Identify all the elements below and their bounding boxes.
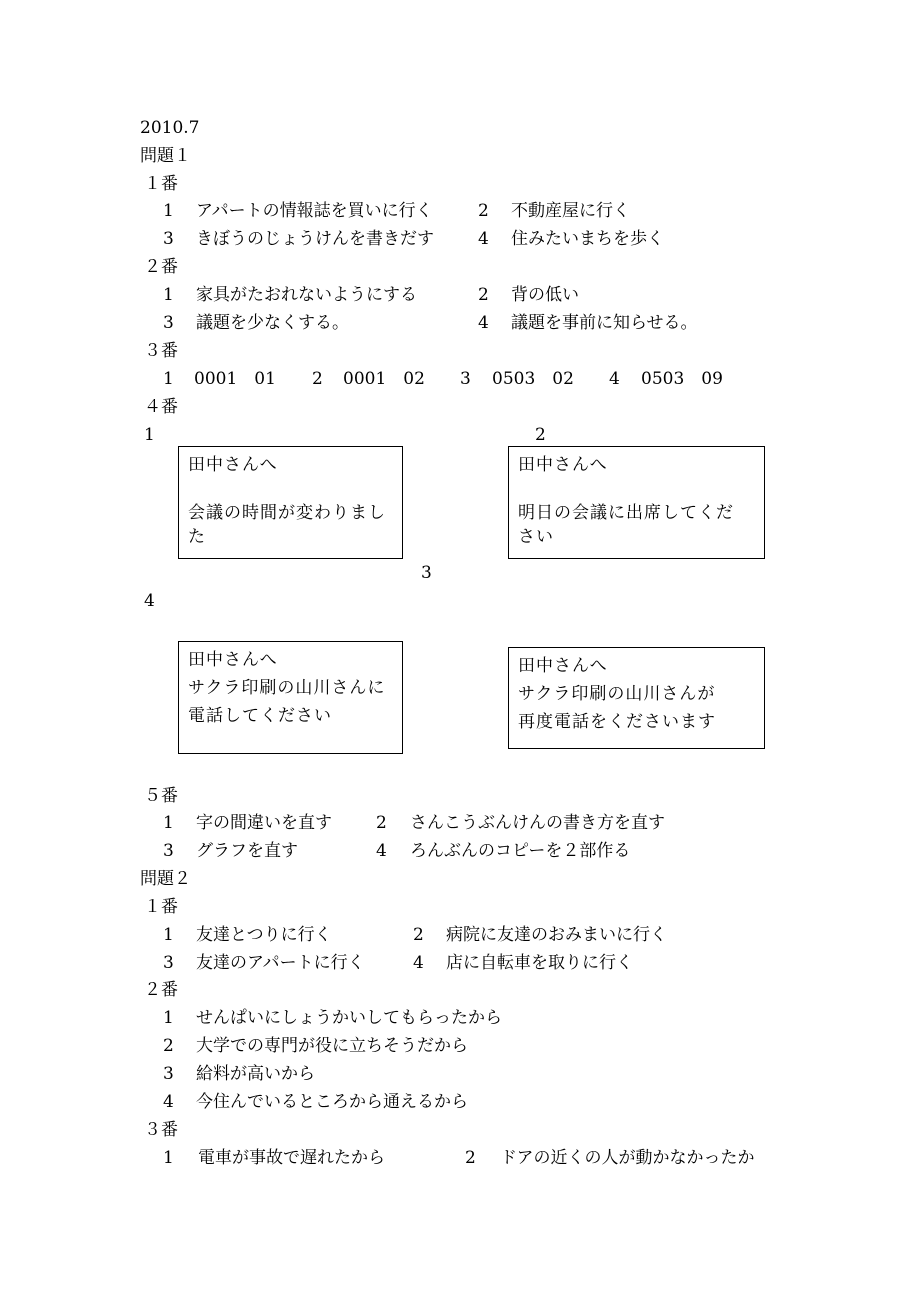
question-label: ２番 bbox=[144, 980, 178, 1000]
memo-line: さい bbox=[518, 527, 554, 547]
option-text: 住みたいまちを歩く bbox=[511, 229, 664, 249]
memo-line: 田中さんへ bbox=[188, 650, 278, 670]
option-number: 3 bbox=[163, 1064, 174, 1084]
memo-line: 再度電話をくださいます bbox=[518, 712, 716, 732]
option-text: アパートの情報誌を買いに行く bbox=[196, 201, 433, 221]
memo-line: 田中さんへ bbox=[518, 455, 608, 475]
option-number: 2 bbox=[478, 285, 489, 305]
option-text: 0503 09 bbox=[641, 369, 723, 389]
memo-line: サクラ印刷の山川さんが bbox=[518, 684, 716, 704]
option-number: 2 bbox=[465, 1148, 476, 1168]
question-label: ３番 bbox=[144, 1120, 178, 1140]
option-text: 給料が高いから bbox=[196, 1064, 315, 1084]
option-number: 3 bbox=[163, 229, 174, 249]
question-label: １番 bbox=[144, 174, 178, 194]
option-number: 4 bbox=[609, 369, 620, 389]
memo-card bbox=[508, 446, 765, 559]
memo-line: た bbox=[188, 527, 206, 547]
option-number: 1 bbox=[163, 1148, 174, 1168]
question-label: ４番 bbox=[144, 397, 178, 417]
section-title-mondai2: 問題２ bbox=[140, 869, 191, 889]
option-text: 友達とつりに行く bbox=[196, 925, 332, 945]
option-text: 店に自転車を取りに行く bbox=[446, 953, 633, 973]
option-number: 1 bbox=[163, 201, 174, 221]
option-text: ドアの近くの人が動かなかったか bbox=[500, 1148, 755, 1168]
memo-line: 会議の時間が変わりまし bbox=[188, 503, 386, 523]
option-text: さんこうぶんけんの書き方を直す bbox=[410, 813, 665, 833]
option-text: 大学での専門が役に立ちそうだから bbox=[196, 1036, 468, 1056]
option-number: 1 bbox=[163, 285, 174, 305]
option-text: せんぱいにしょうかいしてもらったから bbox=[196, 1008, 502, 1028]
option-number: 1 bbox=[144, 425, 155, 445]
question-label: １番 bbox=[144, 897, 178, 917]
memo-card bbox=[178, 641, 403, 754]
question-label: ５番 bbox=[144, 786, 178, 806]
option-text: 字の間違いを直す bbox=[196, 813, 332, 833]
option-number: 4 bbox=[376, 841, 387, 861]
option-number: 2 bbox=[413, 925, 424, 945]
option-text: 今住んでいるところから通えるから bbox=[196, 1092, 468, 1112]
option-text: 家具がたおれないようにする bbox=[196, 285, 417, 305]
question-label: ２番 bbox=[144, 257, 178, 277]
option-number: 1 bbox=[163, 369, 174, 389]
memo-card bbox=[178, 446, 403, 559]
memo-line: 明日の会議に出席してくだ bbox=[518, 503, 734, 523]
option-number: 1 bbox=[163, 813, 174, 833]
option-text: 0001 01 bbox=[194, 369, 276, 389]
option-text: 0503 02 bbox=[492, 369, 574, 389]
option-text: きぼうのじょうけんを書きだす bbox=[196, 229, 434, 249]
memo-line: サクラ印刷の山川さんに bbox=[188, 678, 386, 698]
option-number: 3 bbox=[163, 953, 174, 973]
option-number: 3 bbox=[460, 369, 471, 389]
option-number: 2 bbox=[478, 201, 489, 221]
question-label: ３番 bbox=[144, 341, 178, 361]
option-number: 4 bbox=[478, 313, 489, 333]
memo-line: 田中さんへ bbox=[188, 455, 278, 475]
option-number: 4 bbox=[413, 953, 424, 973]
option-text: ろんぶんのコピーを２部作る bbox=[410, 841, 631, 861]
option-number: 3 bbox=[421, 563, 432, 583]
option-text: グラフを直す bbox=[196, 841, 298, 861]
memo-line: 電話してください bbox=[188, 706, 332, 726]
option-number: 4 bbox=[144, 591, 155, 611]
option-number: 2 bbox=[312, 369, 323, 389]
option-text: 病院に友達のおみまいに行く bbox=[446, 925, 667, 945]
memo-card bbox=[508, 647, 765, 749]
option-number: 3 bbox=[163, 313, 174, 333]
option-text: 0001 02 bbox=[343, 369, 425, 389]
option-number: 4 bbox=[163, 1092, 174, 1112]
option-number: 4 bbox=[478, 229, 489, 249]
option-number: 3 bbox=[163, 841, 174, 861]
option-text: 議題を事前に知らせる。 bbox=[511, 313, 698, 333]
option-number: 2 bbox=[376, 813, 387, 833]
option-number: 2 bbox=[163, 1036, 174, 1056]
option-number: 1 bbox=[163, 1008, 174, 1028]
option-text: 電車が事故で遅れたから bbox=[198, 1148, 385, 1168]
option-text: 議題を少なくする。 bbox=[196, 313, 349, 333]
option-text: 不動産屋に行く bbox=[511, 201, 630, 221]
option-number: 1 bbox=[163, 925, 174, 945]
option-text: 友達のアパートに行く bbox=[196, 953, 365, 973]
option-text: 背の低い bbox=[511, 285, 579, 305]
memo-line: 田中さんへ bbox=[518, 656, 608, 676]
date-heading: 2010.7 bbox=[140, 118, 200, 138]
section-title-mondai1: 問題１ bbox=[140, 146, 191, 166]
option-number: 2 bbox=[535, 425, 546, 445]
